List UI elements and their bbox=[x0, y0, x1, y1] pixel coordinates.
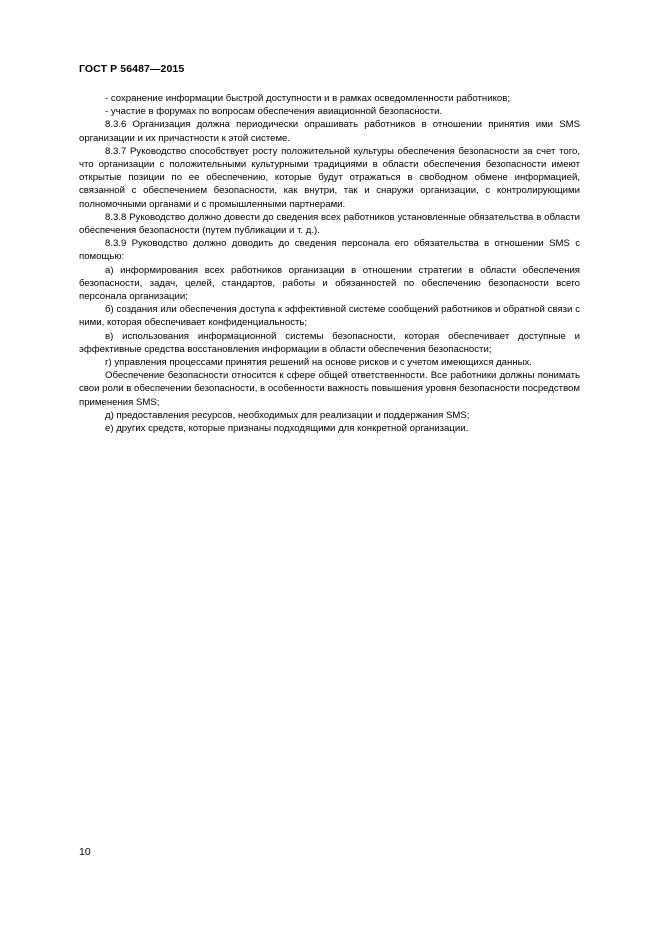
paragraph-item-b: б) создания или обеспечения доступа к эффективной системе сообщений работников и обратной связи с ними, которая обеспечивает конфиденциальность; bbox=[79, 304, 580, 329]
paragraph-item-a: а) информирования всех работников организации в отношении стратегии в области обеспечения безопасности, задач, целей, стандартов, работы и обязанностей по обеспечению безопасности всего персонала организации; bbox=[79, 264, 580, 303]
paragraph-clause-8-3-6: 8.3.6 Организация должна периодически опрашивать работников в отношении принятия ими SMS организации и их причастности к этой системе. bbox=[79, 119, 580, 144]
paragraph-item-d: д) предоставления ресурсов, необходимых для реализации и поддержания SMS; bbox=[105, 409, 470, 421]
paragraph-responsibility: Обеспечение безопасности относится к сфере общей ответственности. Все работники должны понимать свои роли в обеспечении безопасности, в особенности важность повышения уровня безопасности посредством применения SMS; bbox=[79, 370, 580, 408]
page-number: 10 bbox=[79, 846, 91, 858]
paragraph-list-item: - участие в форумах по вопросам обеспечения авиационной безопасности. bbox=[105, 106, 443, 118]
paragraph-item-e: е) других средств, которые признаны подходящими для конкретной организации. bbox=[105, 423, 469, 435]
document-body bbox=[79, 92, 580, 435]
paragraph-item-v: в) использования информационной системы безопасности, которая обеспечивает доступные и эффективные средства восстановления информации в области обеспечения безопасности; bbox=[79, 330, 580, 355]
paragraph-item-g: г) управления процессами принятия решений на основе рисков и с учетом имеющихся данных. bbox=[105, 357, 532, 369]
paragraph-clause-8-3-7: 8.3.7 Руководство способствует росту положительной культуры обеспечения безопасности за счет того, что организации с положительными культурными традициями в области обеспечения безопасности имеют открытые позиции по ее обеспечению, которые будут отражаться в свободном обмене информацией, связанной с обеспечением безопасности, как внутри, так и снаружи организации, с контролирующими полномочными органами и с промышленными партнерами. bbox=[79, 145, 580, 210]
paragraph-list-item: - сохранение информации быстрой доступности и в рамках осведомленности работников; bbox=[105, 93, 510, 104]
paragraph-clause-8-3-8: 8.3.8 Руководство должно довести до сведения всех работников установленные обязательства в области обеспечения безопасности (путем публикации и т. д.). bbox=[79, 211, 580, 237]
document-header: ГОСТ Р 56487—2015 bbox=[79, 63, 185, 75]
paragraph-clause-8-3-9: 8.3.9 Руководство должно доводить до сведения персонала его обязательства в отношении SMS с помощью: bbox=[79, 238, 580, 263]
